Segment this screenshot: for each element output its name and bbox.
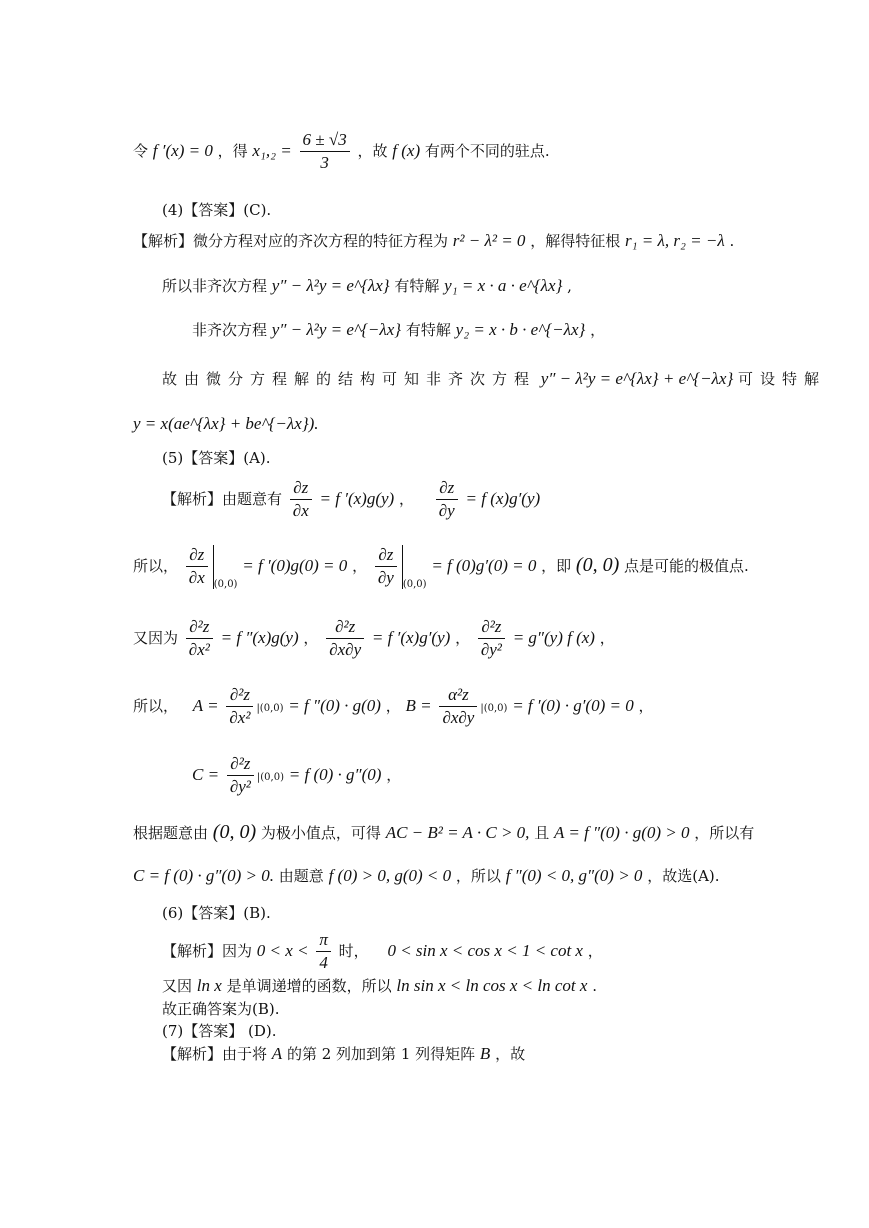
text: 【解析】因为: [162, 941, 253, 960]
fraction: $\frac{\text{∂²z}}{\text{∂y²}}$: [227, 754, 254, 798]
formula: = f (x)g′(y): [465, 488, 541, 508]
formula: f (0) > 0, g(0) < 0: [328, 866, 452, 885]
text: 时，: [338, 941, 369, 960]
formula: f ′(x) = 0: [152, 140, 213, 160]
q4-analysis-line-3: [192, 320, 605, 340]
subscript: |(0,0): [256, 702, 284, 714]
text: ，: [385, 696, 401, 715]
text: 为极小值点，可得: [260, 824, 381, 842]
formula: = f ′(x)g(y): [319, 488, 395, 508]
formula: y₁ = x · a · e^{λx}: [444, 276, 563, 295]
q5-analysis-line-5: [192, 754, 401, 798]
formula: y = x(ae^{λx} + be^{−λx}).: [133, 414, 319, 433]
text: ,: [567, 277, 572, 295]
text: ，: [590, 321, 606, 339]
fraction: $\frac{\text{∂²z}}{\partial x\partial y}$: [326, 617, 364, 661]
fraction: $\frac{\pi}{4}$: [316, 930, 331, 974]
text: ，故: [357, 141, 388, 160]
fraction: $\frac{\partial z}{\partial y}$: [436, 478, 458, 522]
formula: A =: [192, 695, 219, 715]
text: ，: [599, 628, 615, 647]
q5-analysis-line-2: [133, 545, 749, 591]
q4-analysis-line-5: [133, 414, 319, 434]
formula: C = f (0) · g″(0) > 0.: [133, 866, 274, 885]
formula: f ″(0) < 0, g″(0) > 0: [505, 866, 643, 885]
q6-analysis-line-1: [162, 930, 603, 974]
formula: A: [271, 1044, 283, 1063]
q6-analysis-line-2: [162, 976, 597, 996]
formula: = f (0) · g″(0): [288, 764, 382, 784]
fraction: $\frac{6 \pm √3}{3}$: [300, 130, 350, 174]
text: 又因为: [133, 628, 179, 647]
text: ，: [638, 696, 654, 715]
q7-analysis-line-1: [162, 1044, 525, 1064]
formula: ln sin x < ln cos x < ln cot x: [396, 976, 588, 995]
formula: = f (0)g′(0) = 0: [431, 555, 537, 575]
text: 故由微分方程解的结构可知非齐次方程: [162, 370, 537, 388]
q6-answer: (6)【答案】(B).: [162, 904, 271, 922]
text: 点是可能的极值点.: [624, 556, 749, 575]
formula: (0, 0): [575, 553, 620, 576]
subscript: |(0,0): [480, 702, 508, 714]
q7-answer: (7)【答案】 (D).: [162, 1022, 277, 1040]
q5-answer: (5)【答案】(A).: [162, 449, 271, 467]
q5-analysis-line-1: [162, 478, 540, 522]
q5-analysis-line-4: [133, 685, 654, 729]
text: ，: [303, 628, 319, 647]
formula: C =: [192, 764, 220, 784]
evaluation-bar: [372, 545, 403, 589]
fraction: $\frac{\partial z}{\partial x}$: [186, 545, 208, 589]
formula: y″ − λ²y = e^{λx} + e^{−λx}: [540, 369, 734, 388]
text: 【解析】由于将: [162, 1045, 268, 1063]
formula: r₁ = λ, r₂ = −λ: [625, 231, 725, 250]
fraction: $\frac{\text{∂²z}}{\text{∂x²}}$: [226, 685, 253, 729]
text: ，得: [217, 141, 248, 160]
formula: 0 < sin x < cos x < 1 < cot x: [387, 940, 583, 960]
formula: = f ′(0) · g′(0) = 0: [512, 695, 634, 715]
text: 有两个不同的驻点.: [424, 141, 550, 160]
text: ，即: [541, 556, 572, 575]
formula: ln x: [196, 976, 222, 995]
formula: AC − B² = A · C > 0,: [385, 823, 530, 842]
q5-analysis-line-6: [133, 820, 754, 844]
text: ，: [455, 628, 471, 647]
formula: r² − λ² = 0: [452, 231, 526, 250]
q4-analysis-line-2: [162, 276, 572, 296]
formula: (0, 0): [212, 821, 257, 843]
q5-analysis-line-7: [133, 866, 720, 886]
text: 【解析】由题意有: [162, 489, 283, 508]
text: ，解得特征根: [530, 232, 621, 250]
text: ，: [587, 941, 603, 960]
text: ，所以: [455, 867, 501, 885]
text: ，故: [495, 1045, 526, 1063]
fraction: $\frac{\text{α²z}}{\partial x\partial y}$: [439, 685, 477, 729]
formula: = f ′(x)g′(y): [371, 627, 451, 647]
q5-analysis-line-3: [133, 617, 615, 661]
q4-analysis-line-4: [162, 369, 826, 389]
fraction: $\frac{\text{∂²z}}{\text{∂x²}}$: [186, 617, 213, 661]
text: ，故选(A).: [647, 867, 720, 885]
text: ，: [398, 489, 414, 508]
formula: B =: [405, 695, 432, 715]
q6-conclusion: 故正确答案为(B).: [162, 1000, 280, 1018]
text: 且: [534, 824, 550, 842]
text: 所以非齐次方程: [162, 277, 268, 295]
text: 所以，: [133, 556, 179, 575]
text: 有特解: [405, 321, 451, 339]
text: 根据题意由: [133, 824, 209, 842]
subscript: |(0,0): [256, 771, 284, 783]
text: ，所以有: [694, 824, 755, 842]
formula: = g″(y) f (x): [512, 627, 595, 647]
formula: A = f ″(0) · g(0) > 0: [554, 823, 690, 842]
text: .: [592, 977, 597, 995]
q4-analysis-line-1: [133, 231, 734, 251]
text: ，: [352, 556, 368, 575]
text: 可设特解: [738, 370, 827, 388]
q4-answer: (4)【答案】(C).: [162, 201, 272, 219]
formula: f (x): [392, 140, 421, 160]
fraction: $\frac{\partial z}{\partial x}$: [290, 478, 312, 522]
formula: x₁,₂ =: [252, 140, 292, 160]
formula: y₂ = x · b · e^{−λx}: [455, 320, 586, 339]
fraction: $\frac{\partial z}{\partial y}$: [375, 545, 397, 589]
text: 所以，: [133, 696, 179, 715]
stationary-points-line: [133, 130, 550, 174]
text: 非齐次方程: [192, 321, 268, 339]
text: 是单调递增的函数，所以: [226, 977, 392, 995]
text: 由题意: [278, 867, 324, 885]
formula: y″ − λ²y = e^{−λx}: [271, 320, 402, 339]
text: .: [729, 232, 735, 250]
text: 【解析】微分方程对应的齐次方程的特征方程为: [133, 232, 449, 250]
formula: B: [479, 1044, 491, 1063]
fraction: $\frac{\text{∂²z}}{\text{∂y²}}$: [478, 617, 505, 661]
text: 的第 2 列加到第 1 列得矩阵: [286, 1045, 476, 1063]
text: 有特解: [394, 277, 440, 295]
formula: = f ′(0)g(0) = 0: [242, 555, 348, 575]
evaluation-bar: [183, 545, 214, 589]
text: ，: [386, 765, 402, 784]
formula: = f ″(x)g(y): [220, 627, 299, 647]
text: 令: [133, 141, 149, 160]
subscript: (0,0): [213, 578, 238, 590]
formula: 0 < x <: [256, 940, 309, 960]
text: 又因: [162, 977, 193, 995]
formula: y″ − λ²y = e^{λx}: [271, 276, 390, 295]
formula: = f ″(0) · g(0): [288, 695, 381, 715]
subscript: (0,0): [402, 578, 427, 590]
